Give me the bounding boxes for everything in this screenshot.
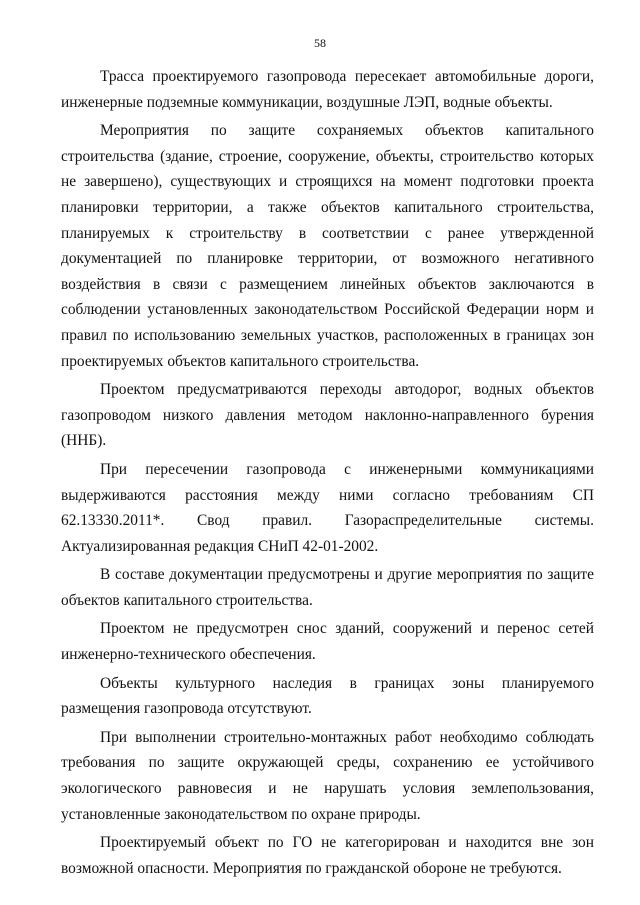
paragraph-civil-defense: Проектируемый объект по ГО не категорирован и находится вне зон возможной опасности. Мероприятия по гражданской обороне не требуются. [61, 834, 594, 877]
paragraph-no-demolition: Проектом не предусмотрен снос зданий, сооружений и перенос сетей инженерно-технического обеспечения. [61, 620, 594, 664]
page-number: 58 [314, 36, 326, 50]
paragraph-directional-drilling: Проектом предусматриваются переходы автодорог, водных объектов газопроводом низкого давления методом наклонно-направленного бурения (ННБ). [61, 381, 594, 450]
paragraph-protection-measures: Мероприятия по защите сохраняемых объектов капитального строительства (здание, строение, сооружение, объекты, строительство которых не завершено), существующих и строящихся на момент подготовки проекта планировки территории, а также объектов капитального строительства, планируемых к строительству в соответствии с ранее утвержденной документацией по планировке территории, от возможного негативного воздействия в связи с размещением линейных объектов заключаются в соблюдении установленных законодательством Российской Федерации норм и правил по использованию земельных участков, расположенных в границах зон проектируемых объектов капитального строительства. [61, 122, 594, 370]
paragraph-utility-clearances: При пересечении газопровода с инженерными коммуникациями выдерживаются расстояния между ними согласно требованиям СП 62.13330.2011*. Свод правил. Газораспределительные системы. Актуализированная редакция СНиП 42-01-2002. [61, 460, 594, 555]
paragraph-road-crossings: Трасса проектируемого газопровода пересекает автомобильные дороги, инженерные подземные коммуникации, воздушные ЛЭП, водные объекты. [61, 68, 594, 111]
paragraph-cultural-heritage: Объекты культурного наследия в границах зоны планируемого размещения газопровода отсутствуют. [61, 674, 594, 718]
document-body [61, 64, 594, 884]
paragraph-environment: При выполнении строительно-монтажных работ необходимо соблюдать требования по защите окружающей среды, сохранению ее устойчивого экологического равновесия и не нарушать условия землепользования, установленные законодательством по охране природы. [61, 728, 594, 823]
paragraph-other-measures: В составе документации предусмотрены и другие мероприятия по защите объектов капитального строительства. [61, 566, 594, 609]
